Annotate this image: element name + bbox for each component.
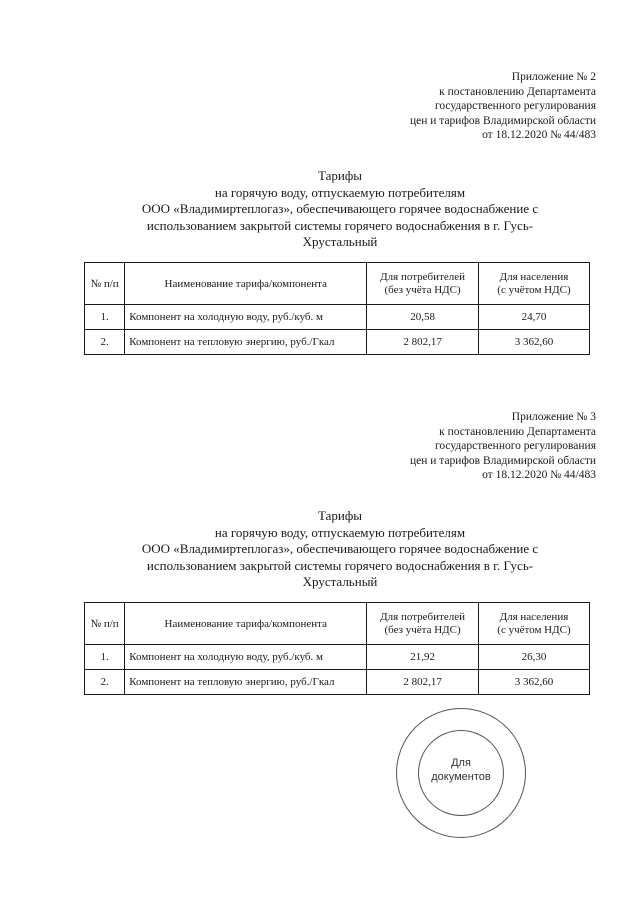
- row-name: Компонент на холодную воду, руб./куб. м: [125, 645, 367, 670]
- title-line: на горячую воду, отпускаемую потребителям: [214, 524, 466, 540]
- title-line: Хрустальный: [302, 574, 378, 589]
- table-row: [85, 645, 590, 670]
- appendix-number: Приложение № 3: [511, 411, 596, 423]
- row-population-value: 26,30: [478, 645, 589, 670]
- title-line: использованием закрытой системы горячего водоснабжения в г. Гусь-: [146, 557, 534, 573]
- appendix-2-header: [410, 70, 596, 143]
- row-population-value: 3 362,60: [478, 330, 589, 355]
- header-line: к постановлению Департамента: [439, 85, 596, 98]
- row-name: Компонент на холодную воду, руб./куб. м: [125, 305, 367, 330]
- official-stamp: [396, 708, 526, 838]
- row-consumers-value: 2 802,17: [367, 670, 479, 695]
- col-header-num: № п/п: [85, 263, 125, 305]
- table-header-row: [85, 603, 590, 645]
- stamp-text: [396, 756, 526, 784]
- row-consumers-value: 2 802,17: [367, 330, 479, 355]
- col-header-consumers-line1: Для потребителей: [380, 270, 465, 283]
- col-header-population-line1: Для населения: [499, 610, 569, 623]
- row-name: Компонент на тепловую энергию, руб./Гкал: [125, 670, 367, 695]
- col-header-population-line1: Для населения: [499, 270, 569, 283]
- resolution-date: от 18.12.2020 № 44/483: [482, 469, 596, 481]
- title-line: использованием закрытой системы горячего водоснабжения в г. Гусь-: [146, 217, 534, 233]
- col-header-population: [478, 263, 589, 305]
- row-consumers-value: 21,92: [367, 645, 479, 670]
- col-header-population-line2: (с учётом НДС): [497, 623, 571, 636]
- col-header-population-line2: (с учётом НДС): [497, 283, 571, 296]
- col-header-consumers-line2: (без учёта НДС): [384, 283, 461, 296]
- stamp-line2: документов: [431, 771, 491, 783]
- row-num: 2.: [85, 670, 125, 695]
- appendix-3-header: [410, 410, 596, 483]
- header-line: цен и тарифов Владимирской области: [409, 454, 596, 467]
- col-header-consumers: [367, 603, 479, 645]
- title-line: ООО «Владимиртеплогаз», обеспечивающего горячее водоснабжение с: [141, 201, 539, 216]
- table-header-row: [85, 263, 590, 305]
- title-line: Хрустальный: [302, 234, 378, 249]
- col-header-name: Наименование тарифа/компонента: [125, 263, 367, 305]
- col-header-consumers-line1: Для потребителей: [380, 610, 465, 623]
- appendix-2-tariff-table: [84, 262, 590, 355]
- title-heading: Тарифы: [317, 508, 362, 523]
- col-header-consumers-line2: (без учёта НДС): [384, 623, 461, 636]
- row-num: 1.: [85, 305, 125, 330]
- col-header-num: № п/п: [85, 603, 125, 645]
- appendix-2-title: [100, 168, 580, 251]
- table-row: [85, 330, 590, 355]
- stamp-line1: Для: [451, 757, 471, 769]
- appendix-3-title: [100, 508, 580, 591]
- header-line: государственного регулирования: [434, 440, 596, 452]
- header-line: к постановлению Департамента: [439, 425, 596, 438]
- header-line: государственного регулирования: [434, 100, 596, 112]
- appendix-number: Приложение № 2: [511, 71, 596, 83]
- title-heading: Тарифы: [317, 168, 362, 183]
- col-header-name: Наименование тарифа/компонента: [125, 603, 367, 645]
- col-header-consumers: [367, 263, 479, 305]
- appendix-3-tariff-table: [84, 602, 590, 695]
- title-line: ООО «Владимиртеплогаз», обеспечивающего горячее водоснабжение с: [141, 541, 539, 556]
- row-population-value: 24,70: [478, 305, 589, 330]
- resolution-date: от 18.12.2020 № 44/483: [482, 129, 596, 141]
- row-name: Компонент на тепловую энергию, руб./Гкал: [125, 330, 367, 355]
- table-row: [85, 305, 590, 330]
- row-population-value: 3 362,60: [478, 670, 589, 695]
- row-num: 2.: [85, 330, 125, 355]
- title-line: на горячую воду, отпускаемую потребителям: [214, 184, 466, 200]
- col-header-population: [478, 603, 589, 645]
- row-num: 1.: [85, 645, 125, 670]
- table-row: [85, 670, 590, 695]
- header-line: цен и тарифов Владимирской области: [409, 114, 596, 127]
- row-consumers-value: 20,58: [367, 305, 479, 330]
